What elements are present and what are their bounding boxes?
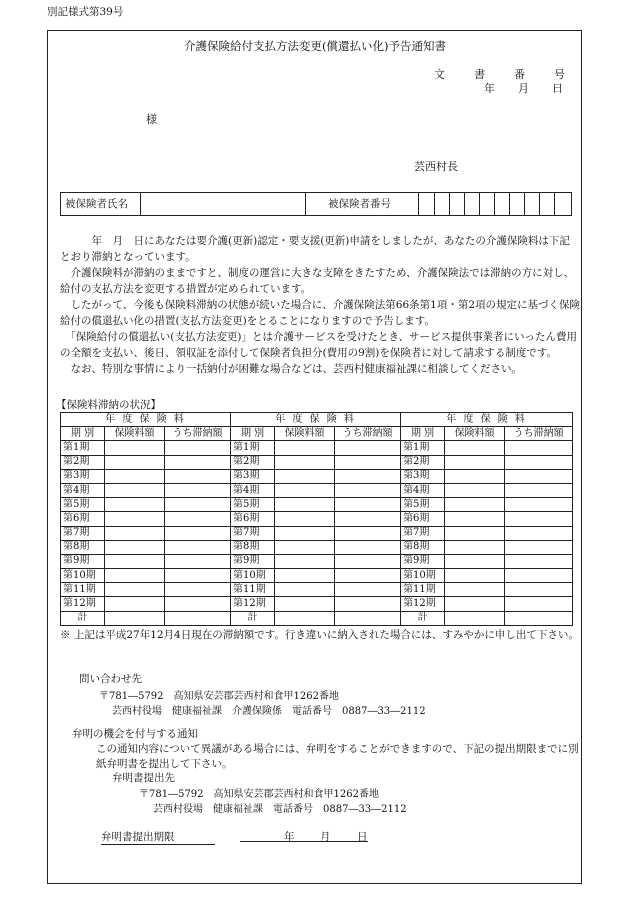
submit-office: 芸西村役場 健康福祉課 電話番号 0887―33―2112 — [153, 804, 407, 815]
arrears-cell — [335, 512, 401, 526]
amount-cell — [105, 597, 165, 611]
table-row — [61, 455, 573, 469]
period-label: 第5期 — [61, 498, 105, 512]
arrears-cell — [335, 455, 401, 469]
amount-cell — [445, 469, 505, 483]
arrears-cell — [335, 498, 401, 512]
arrears-cell — [165, 498, 231, 512]
arrears-cell — [165, 583, 231, 597]
amount-cell — [105, 569, 165, 583]
amount-cell — [275, 512, 335, 526]
period-label: 第10期 — [401, 569, 445, 583]
amount-cell — [445, 554, 505, 568]
period-label: 第4期 — [231, 483, 275, 497]
amount-column-header: 保険料額 — [445, 427, 505, 441]
amount-cell — [445, 455, 505, 469]
body-paragraph: したがって、今後も保険料滞納の状態が続いた場合に、介護保険法第66条第1項・第2項の規定に基づく保険給付の償還払い化の措置(支払方法変更)をとることになりますので予告します。 — [60, 299, 581, 327]
amount-cell — [105, 469, 165, 483]
table-group-header-row — [61, 413, 573, 427]
period-label: 第8期 — [401, 540, 445, 554]
period-label: 第7期 — [401, 526, 445, 540]
insured-number-box[interactable] — [479, 193, 495, 215]
arrears-cell — [505, 540, 573, 554]
table-total-row — [61, 611, 573, 625]
issuer: 芸西村長 — [414, 160, 458, 173]
amount-cell — [445, 611, 505, 625]
amount-cell — [105, 583, 165, 597]
arrears-cell — [505, 469, 573, 483]
amount-cell — [105, 611, 165, 625]
period-label: 第3期 — [401, 469, 445, 483]
arrears-cell — [165, 526, 231, 540]
period-label: 第6期 — [231, 512, 275, 526]
amount-cell — [105, 498, 165, 512]
defense-heading: 弁明の機会を付与する通知 — [72, 728, 198, 740]
amount-cell — [105, 526, 165, 540]
amount-cell — [275, 554, 335, 568]
period-label: 第2期 — [401, 455, 445, 469]
period-label: 第5期 — [401, 498, 445, 512]
doc-number-char: 書 — [474, 68, 485, 81]
fiscal-year-header: 年 度 保 険 料 — [231, 413, 401, 427]
arrears-cell — [165, 483, 231, 497]
amount-cell — [275, 483, 335, 497]
fiscal-year-header: 年 度 保 険 料 — [401, 413, 573, 427]
submit-address: 〒781―5792 高知県安芸郡芸西村和食甲1262番地 — [139, 789, 379, 800]
period-label: 第9期 — [401, 554, 445, 568]
table-row — [61, 569, 573, 583]
amount-cell — [275, 469, 335, 483]
contact-address: 〒781―5792 高知県安芸郡芸西村和食甲1262番地 — [99, 691, 339, 702]
period-label: 第12期 — [61, 597, 105, 611]
arrears-cell — [505, 526, 573, 540]
period-label: 第9期 — [61, 554, 105, 568]
period-label: 第5期 — [231, 498, 275, 512]
arrears-cell — [165, 540, 231, 554]
period-label: 第11期 — [61, 583, 105, 597]
arrears-column-header: うち滞納額 — [335, 427, 401, 441]
amount-cell — [105, 441, 165, 455]
amount-cell — [275, 583, 335, 597]
amount-cell — [105, 554, 165, 568]
arrears-cell — [165, 441, 231, 455]
deadline-month: 月 — [320, 831, 331, 843]
amount-cell — [445, 526, 505, 540]
fiscal-year-header: 年 度 保 険 料 — [61, 413, 231, 427]
submit-heading: 弁明書提出先 — [112, 772, 175, 784]
period-label: 第9期 — [231, 554, 275, 568]
arrears-cell — [165, 455, 231, 469]
amount-cell — [445, 540, 505, 554]
amount-cell — [445, 583, 505, 597]
amount-cell — [275, 540, 335, 554]
arrears-column-header: うち滞納額 — [505, 427, 573, 441]
insured-number-box[interactable] — [524, 193, 540, 215]
period-column-header: 期 別 — [61, 427, 105, 441]
arrears-cell — [335, 569, 401, 583]
period-label: 第7期 — [231, 526, 275, 540]
arrears-cell — [505, 597, 573, 611]
table-row — [61, 441, 573, 455]
period-label: 第12期 — [401, 597, 445, 611]
arrears-cell — [335, 611, 401, 625]
period-label: 第2期 — [231, 455, 275, 469]
period-label: 第2期 — [61, 455, 105, 469]
period-label: 第8期 — [61, 540, 105, 554]
date-year: 年 — [484, 82, 495, 95]
arrears-cell — [505, 569, 573, 583]
amount-column-header: 保険料額 — [105, 427, 165, 441]
period-label: 第8期 — [231, 540, 275, 554]
arrears-cell — [165, 597, 231, 611]
arrears-cell — [335, 597, 401, 611]
arrears-cell — [335, 526, 401, 540]
amount-cell — [275, 498, 335, 512]
amount-column-header: 保険料額 — [275, 427, 335, 441]
amount-cell — [275, 569, 335, 583]
insured-number-box[interactable] — [494, 193, 510, 215]
total-label: 計 — [61, 611, 105, 625]
contact-heading: 問い合わせ先 — [79, 673, 142, 685]
amount-cell — [275, 526, 335, 540]
amount-cell — [275, 455, 335, 469]
insured-number-box[interactable] — [509, 193, 525, 215]
date-day: 日 — [552, 82, 563, 95]
arrears-cell — [505, 455, 573, 469]
table-row — [61, 583, 573, 597]
period-label: 第3期 — [61, 469, 105, 483]
total-label: 計 — [231, 611, 275, 625]
doc-number-char: 番 — [514, 68, 525, 81]
period-column-header: 期 別 — [401, 427, 445, 441]
body-paragraph: 介護保険料が滞納のままですと、制度の運営に大きな支障をきたすため、介護保険法では滞納の方に対し、給付の支払方法を変更する措置が定められています。 — [60, 267, 575, 295]
period-label: 第12期 — [231, 597, 275, 611]
amount-cell — [445, 441, 505, 455]
period-label: 第1期 — [231, 441, 275, 455]
amount-cell — [445, 483, 505, 497]
amount-cell — [105, 512, 165, 526]
arrears-cell — [165, 611, 231, 625]
table-row — [61, 554, 573, 568]
table-row — [61, 498, 573, 512]
insured-row — [60, 192, 572, 216]
table-column-header-row — [61, 427, 573, 441]
deadline-day: 日 — [357, 831, 368, 843]
doc-number-char: 号 — [554, 68, 565, 81]
arrears-column-header: うち滞納額 — [165, 427, 231, 441]
period-label: 第1期 — [61, 441, 105, 455]
arrears-cell — [165, 469, 231, 483]
arrears-cell — [335, 469, 401, 483]
period-label: 第11期 — [401, 583, 445, 597]
period-label: 第10期 — [231, 569, 275, 583]
table-row — [61, 540, 573, 554]
body-paragraph: なお、特別な事情により一括納付が困難な場合などは、芸西村健康福祉課に相談してください。 — [60, 363, 522, 375]
document-title: 介護保険給付支払方法変更(償還払い化)予告通知書 — [184, 39, 446, 53]
period-label: 第6期 — [61, 512, 105, 526]
table-row — [61, 597, 573, 611]
insured-number-box[interactable] — [419, 193, 435, 215]
amount-cell — [445, 498, 505, 512]
deadline-label: 弁明書提出期限 — [101, 829, 215, 845]
period-label: 第11期 — [231, 583, 275, 597]
arrears-cell — [335, 441, 401, 455]
arrears-cell — [505, 583, 573, 597]
period-label: 第7期 — [61, 526, 105, 540]
defense-text: この通知内容について異議がある場合には、弁明をすることができますので、下記の提出期限までに別紙弁明書を提出して下さい。 — [96, 743, 579, 770]
insured-number-label: 被保険者番号 — [305, 193, 419, 215]
deadline-year: 年 — [284, 831, 295, 843]
insured-number-box[interactable] — [449, 193, 465, 215]
period-label: 第10期 — [61, 569, 105, 583]
table-row — [61, 512, 573, 526]
arrears-cell — [335, 483, 401, 497]
period-label: 第1期 — [401, 441, 445, 455]
document-date — [484, 80, 563, 96]
amount-cell — [105, 483, 165, 497]
amount-cell — [445, 569, 505, 583]
amount-cell — [445, 597, 505, 611]
period-label: 第4期 — [401, 483, 445, 497]
arrears-cell — [335, 554, 401, 568]
arrears-cell — [165, 554, 231, 568]
body-paragraph: 「保険給付の償還払い(支払方法変更)」とは介護サービスを受けたとき、サービス提供事業者にいったん費用の全額を支払い、後日、領収証を添付して保険者負担分(費用の9割)を保険者に対して請求する制度です。 — [60, 331, 578, 359]
insured-number-box[interactable] — [539, 193, 555, 215]
arrears-cell — [335, 583, 401, 597]
arrears-note: ※ 上記は平成27年12月4日現在の滞納額です。行き違いに納入された場合には、すみやかに申し出て下さい。 — [60, 629, 579, 641]
arrears-cell — [505, 498, 573, 512]
date-month: 月 — [518, 82, 529, 95]
amount-cell — [445, 512, 505, 526]
notice-body — [60, 233, 580, 377]
arrears-table — [60, 412, 573, 626]
amount-cell — [275, 597, 335, 611]
deadline-date[interactable] — [240, 829, 368, 842]
table-row — [61, 469, 573, 483]
amount-cell — [275, 441, 335, 455]
insured-number-box[interactable] — [554, 193, 571, 215]
insured-name-label: 被保険者氏名 — [61, 193, 141, 215]
arrears-cell — [505, 441, 573, 455]
arrears-cell — [165, 512, 231, 526]
arrears-cell — [505, 611, 573, 625]
insured-name-field[interactable] — [141, 193, 305, 215]
amount-cell — [105, 540, 165, 554]
form-reference: 別記様式第39号 — [47, 6, 124, 18]
contact-office: 芸西村役場 健康福祉課 介護保険係 電話番号 0887―33―2112 — [112, 706, 426, 717]
insured-number-box[interactable] — [434, 193, 450, 215]
amount-cell — [105, 455, 165, 469]
period-label: 第6期 — [401, 512, 445, 526]
period-label: 第4期 — [61, 483, 105, 497]
arrears-cell — [505, 483, 573, 497]
period-label: 第3期 — [231, 469, 275, 483]
arrears-cell — [505, 512, 573, 526]
amount-cell — [275, 611, 335, 625]
table-row — [61, 483, 573, 497]
insured-number-box[interactable] — [464, 193, 480, 215]
period-column-header: 期 別 — [231, 427, 275, 441]
table-row — [61, 526, 573, 540]
doc-number-char: 文 — [434, 68, 445, 81]
arrears-cell — [165, 569, 231, 583]
arrears-cell — [505, 554, 573, 568]
body-paragraph: 年 月 日にあなたは要介護(更新)認定・要支援(更新)申請をしましたが、あなたの介護保険料は下記とおり滞納となっています。 — [60, 235, 570, 263]
addressee-suffix: 様 — [146, 113, 157, 126]
total-label: 計 — [401, 611, 445, 625]
arrears-status-heading: 【保険料滞納の状況】 — [56, 399, 161, 411]
arrears-cell — [335, 540, 401, 554]
